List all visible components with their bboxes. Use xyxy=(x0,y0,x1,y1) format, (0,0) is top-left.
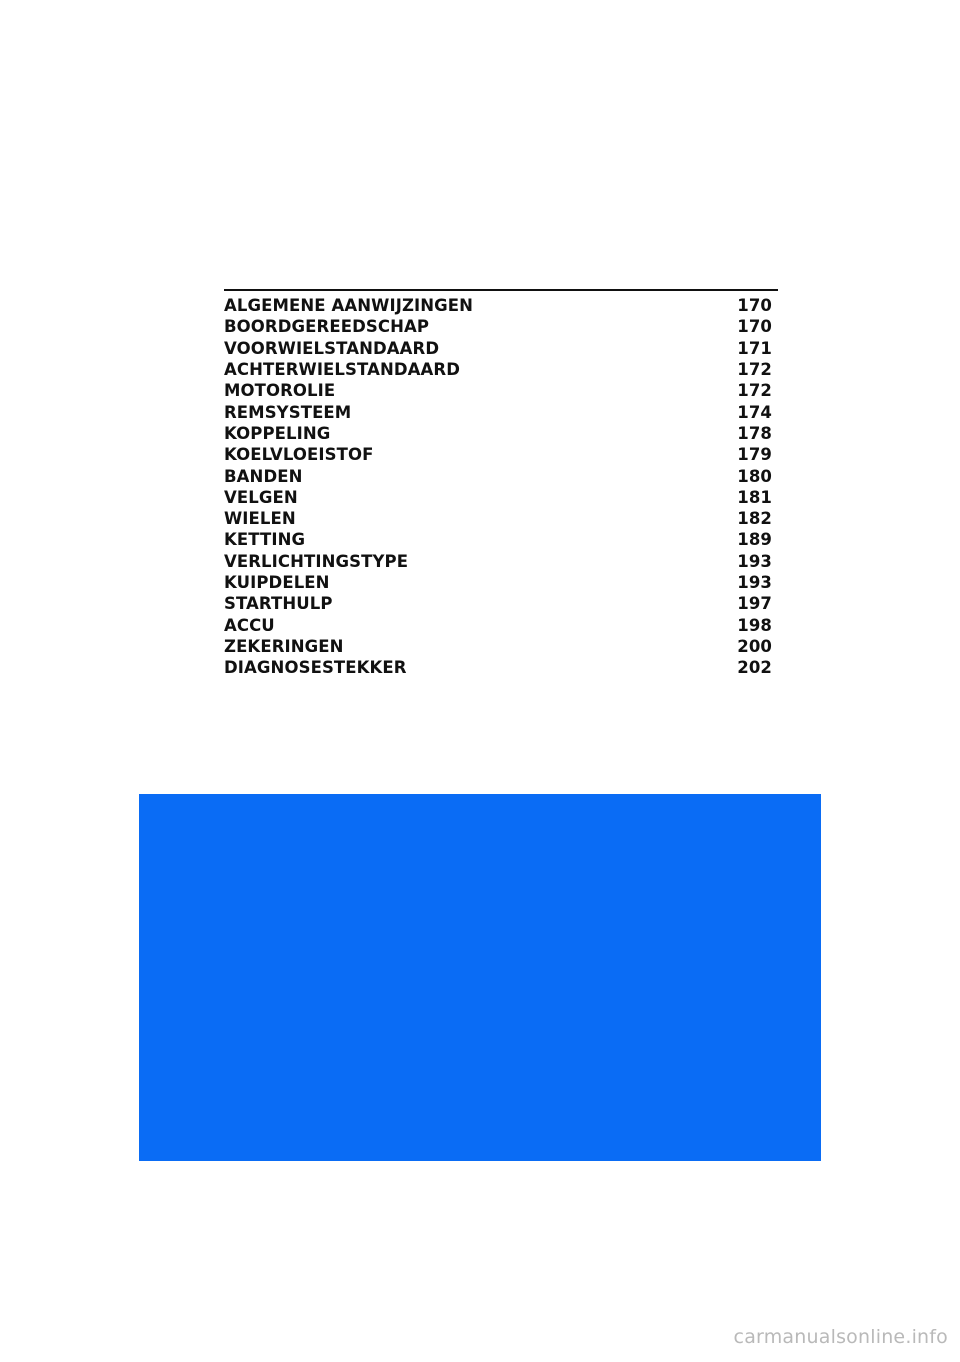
toc-row[interactable] xyxy=(224,593,778,614)
toc-title: ZEKERINGEN xyxy=(224,636,344,656)
toc-row[interactable] xyxy=(224,423,778,444)
toc-page-number: 200 xyxy=(737,636,772,656)
toc-page-number: 178 xyxy=(737,423,772,443)
toc-title: VERLICHTINGSTYPE xyxy=(224,551,409,571)
toc-page-number: 189 xyxy=(737,530,772,550)
toc-page-number: 193 xyxy=(737,573,772,592)
toc-page-number: 170 xyxy=(737,317,772,337)
toc-page-number: 170 xyxy=(737,296,772,316)
toc-title: VELGEN xyxy=(224,487,298,507)
toc-page-number: 172 xyxy=(737,360,772,380)
toc-title: BOORDGEREEDSCHAP xyxy=(224,317,430,337)
toc-row[interactable] xyxy=(224,657,778,678)
toc-title: KUIPDELEN xyxy=(224,573,330,592)
table-of-contents xyxy=(224,289,778,678)
toc-title: ACCU xyxy=(224,615,275,635)
toc-page-number: 174 xyxy=(737,402,772,422)
toc-title: MOTOROLIE xyxy=(224,381,336,401)
toc-row[interactable] xyxy=(224,338,778,359)
toc-page-number: 202 xyxy=(737,658,772,678)
toc-title: WIELEN xyxy=(224,509,296,529)
toc-row[interactable] xyxy=(224,359,778,380)
toc-title: BANDEN xyxy=(224,466,303,486)
toc-row[interactable] xyxy=(224,487,778,508)
toc-page-number: 172 xyxy=(737,381,772,401)
toc-page-number: 197 xyxy=(737,594,772,614)
toc-page-number: 193 xyxy=(737,551,772,571)
toc-row[interactable] xyxy=(224,529,778,550)
toc-row[interactable] xyxy=(224,572,778,593)
toc-title: KETTING xyxy=(224,530,306,550)
toc-title: VOORWIELSTANDAARD xyxy=(224,338,440,358)
toc-row[interactable] xyxy=(224,636,778,657)
toc-title: ACHTERWIELSTANDAARD xyxy=(224,360,461,380)
toc-title: STARTHULP xyxy=(224,594,333,614)
toc-row[interactable] xyxy=(224,316,778,337)
toc-page-number: 182 xyxy=(737,509,772,529)
toc-page-number: 198 xyxy=(737,615,772,635)
toc-page-number: 181 xyxy=(737,487,772,507)
toc-row[interactable] xyxy=(224,401,778,422)
toc-row[interactable] xyxy=(224,551,778,572)
toc-title: ALGEMENE AANWIJZINGEN xyxy=(224,296,474,316)
toc-row[interactable] xyxy=(224,380,778,401)
toc-title: KOELVLOEISTOF xyxy=(224,445,374,465)
toc-page-number: 179 xyxy=(737,445,772,465)
toc-row[interactable] xyxy=(224,295,778,316)
toc-title: KOPPELING xyxy=(224,423,331,443)
toc-page-number: 180 xyxy=(737,466,772,486)
watermark-text: carmanualsonline.info xyxy=(733,1326,948,1348)
chapter-color-panel xyxy=(139,794,821,1161)
toc-row[interactable] xyxy=(224,444,778,465)
toc-row[interactable] xyxy=(224,508,778,529)
toc-page-number: 171 xyxy=(737,338,772,358)
toc-row[interactable] xyxy=(224,465,778,486)
toc-title: DIAGNOSESTEKKER xyxy=(224,658,407,678)
toc-title: REMSYSTEEM xyxy=(224,402,352,422)
toc-row[interactable] xyxy=(224,614,778,635)
